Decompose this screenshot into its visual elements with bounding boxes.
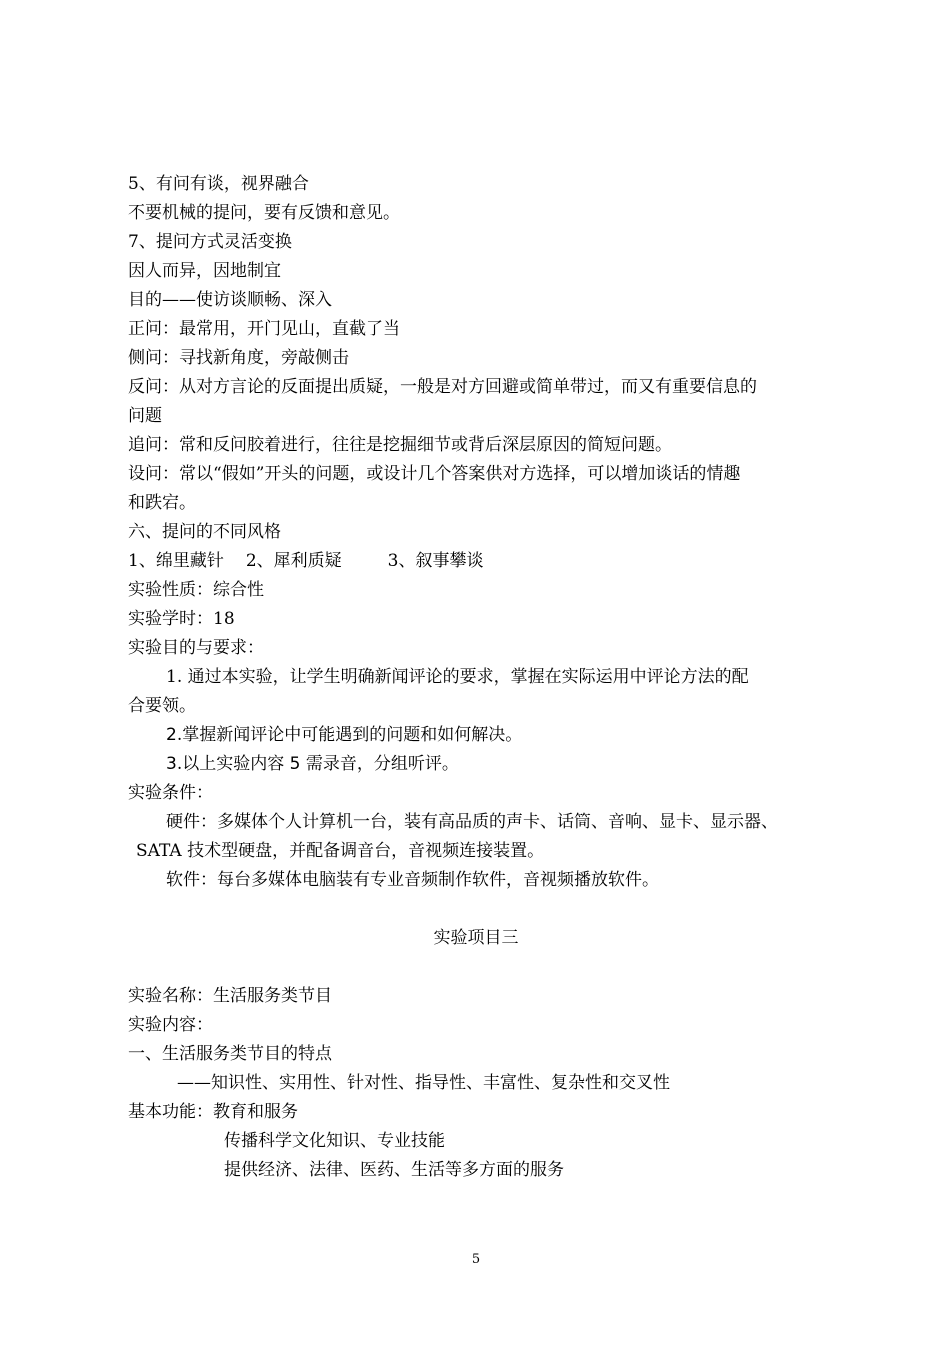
- goal-heading: 实验目的与要求：: [128, 638, 264, 658]
- text-line: 因人而异，因地制宜: [128, 261, 281, 281]
- text-line: 问题: [128, 406, 162, 426]
- style-item: 2、犀利质疑: [245, 551, 342, 571]
- goal-1-continued: 合要领。: [128, 696, 196, 716]
- project-name: 实验名称：生活服务类节目: [128, 986, 332, 1006]
- page-number: 5: [471, 1252, 481, 1267]
- text-line: 正问：最常用，开门见山，直截了当: [128, 319, 400, 339]
- function-item: 传播科学文化知识、专业技能: [224, 1131, 445, 1151]
- features-line: ——知识性、实用性、针对性、指导性、丰富性、复杂性和交叉性: [177, 1073, 670, 1093]
- style-item: 1、绵里藏针: [128, 551, 224, 571]
- styles-row: [128, 549, 483, 573]
- text-line: 反问：从对方言论的反面提出质疑，一般是对方回避或简单带过，而又有重要信息的: [128, 377, 757, 397]
- software-line: 软件：每台多媒体电脑装有专业音频制作软件，音视频播放软件。: [166, 870, 659, 890]
- project-title: 实验项目三: [433, 928, 519, 948]
- text-line: 5、有问有谈，视界融合: [128, 174, 309, 194]
- text-line: 目的——使访谈顺畅、深入: [128, 290, 332, 310]
- goal-3-count: 5: [284, 754, 306, 774]
- goal-2-number: 2: [166, 725, 177, 745]
- functions-line: 基本功能：教育和服务: [128, 1102, 298, 1122]
- goal-3: [166, 752, 459, 776]
- project-content: 实验内容：: [128, 1015, 213, 1035]
- goal-2-text: .掌握新闻评论中可能遇到的问题和如何解决。: [176, 725, 523, 745]
- goal-2: [166, 723, 522, 747]
- text-line: 不要机械的提问，要有反馈和意见。: [128, 203, 400, 223]
- function-item: 提供经济、法律、医药、生活等多方面的服务: [224, 1160, 564, 1180]
- text-line: 设问：常以“假如”开头的问题，或设计几个答案供对方选择，可以增加谈话的情趣: [128, 464, 741, 484]
- goal-3-text: .以上实验内容: [176, 754, 285, 774]
- section-heading: 六、提问的不同风格: [128, 522, 281, 542]
- goal-1: 1. 通过本实验，让学生明确新闻评论的要求，掌握在实际运用中评论方法的配: [166, 667, 749, 687]
- hardware-line: 硬件：多媒体个人计算机一台，装有高品质的声卡、话筒、音响、显卡、显示器、: [166, 812, 778, 832]
- experiment-hours: 实验学时：18: [128, 609, 235, 629]
- conditions-heading: 实验条件：: [128, 783, 213, 803]
- text-line: 7、提问方式灵活变换: [128, 232, 292, 252]
- goal-3-text-end: 需录音，分组听评。: [305, 754, 459, 774]
- text-line: 追问：常和反问胶着进行，往往是挖掘细节或背后深层原因的简短问题。: [128, 435, 672, 455]
- hardware-line-continued: SATA 技术型硬盘，并配备调音台，音视频连接装置。: [136, 841, 545, 861]
- text-line: 侧问：寻找新角度，旁敲侧击: [128, 348, 349, 368]
- experiment-nature: 实验性质：综合性: [128, 580, 264, 600]
- goal-3-number: 3: [166, 754, 177, 774]
- style-item: 3、叙事攀谈: [387, 551, 484, 571]
- section-heading: 一、生活服务类节目的特点: [128, 1044, 332, 1064]
- text-line: 和跌宕。: [128, 493, 196, 513]
